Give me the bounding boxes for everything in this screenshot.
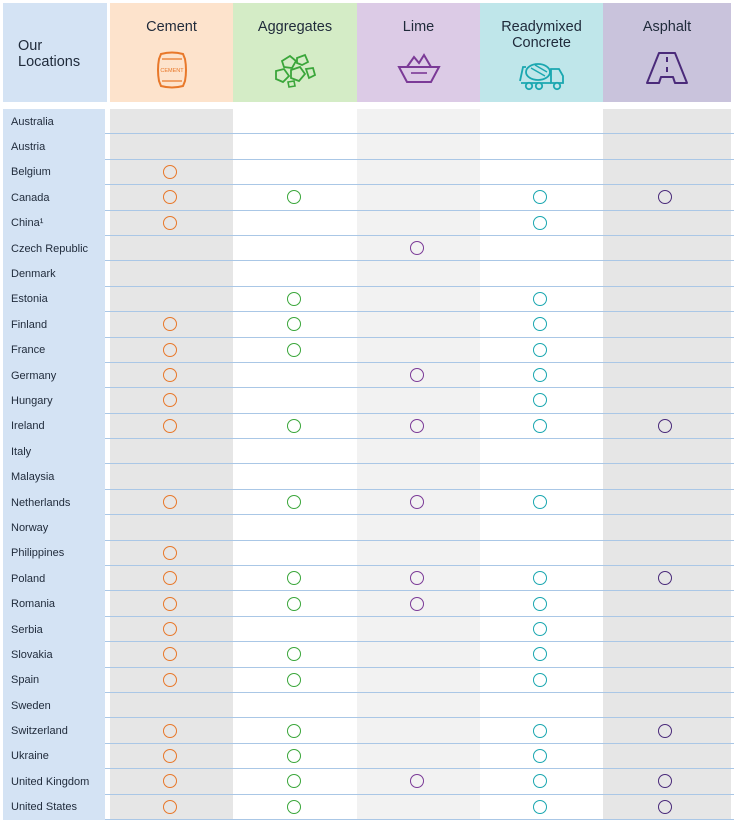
cement-presence-marker <box>163 495 177 509</box>
location-name: Ukraine <box>3 744 105 769</box>
table-row <box>3 363 734 388</box>
cell-readymixed <box>480 464 603 489</box>
cell-readymixed <box>480 541 603 566</box>
cell-aggregates <box>233 134 357 159</box>
column-header-readymixed <box>480 3 603 102</box>
cement-bag-icon <box>155 51 189 93</box>
readymixed-presence-marker <box>533 673 547 687</box>
column-header-cement <box>110 3 233 102</box>
location-name: Netherlands <box>3 490 105 515</box>
asphalt-road-icon <box>645 51 689 89</box>
lime-presence-marker <box>410 368 424 382</box>
cement-presence-marker <box>163 647 177 661</box>
table-row <box>3 134 734 159</box>
concrete-mixer-truck-icon <box>517 59 567 95</box>
location-name: France <box>3 338 105 363</box>
cell-lime <box>357 160 480 185</box>
readymixed-presence-marker <box>533 292 547 306</box>
cell-lime <box>357 134 480 159</box>
asphalt-presence-marker <box>658 419 672 433</box>
location-name: Ireland <box>3 414 105 439</box>
svg-text:CEMENT: CEMENT <box>159 68 184 74</box>
table-row <box>3 566 734 591</box>
cell-readymixed <box>480 134 603 159</box>
cell-cement <box>110 515 233 540</box>
cell-asphalt <box>603 211 731 236</box>
readymixed-presence-marker <box>533 647 547 661</box>
column-header-aggregates <box>233 3 357 102</box>
cell-lime <box>357 642 480 667</box>
cell-asphalt <box>603 134 731 159</box>
table-row <box>3 388 734 413</box>
cell-asphalt <box>603 236 731 261</box>
cell-lime <box>357 185 480 210</box>
cell-readymixed <box>480 236 603 261</box>
table-row <box>3 211 734 236</box>
cell-readymixed <box>480 261 603 286</box>
location-name: Italy <box>3 439 105 464</box>
cell-asphalt <box>603 160 731 185</box>
table-row <box>3 490 734 515</box>
readymixed-presence-marker <box>533 419 547 433</box>
table-row <box>3 617 734 642</box>
table-row <box>3 109 734 134</box>
location-name: China¹ <box>3 211 105 236</box>
location-name: Norway <box>3 515 105 540</box>
aggregates-presence-marker <box>287 749 301 763</box>
cell-readymixed <box>480 439 603 464</box>
cell-lime <box>357 338 480 363</box>
aggregates-presence-marker <box>287 724 301 738</box>
table-row <box>3 236 734 261</box>
aggregates-presence-marker <box>287 647 301 661</box>
readymixed-presence-marker <box>533 495 547 509</box>
cell-cement <box>110 287 233 312</box>
location-name: Germany <box>3 363 105 388</box>
cell-lime <box>357 439 480 464</box>
locations-table <box>3 109 734 820</box>
cell-asphalt <box>603 617 731 642</box>
readymixed-presence-marker <box>533 368 547 382</box>
lime-presence-marker <box>410 419 424 433</box>
location-name: Switzerland <box>3 718 105 743</box>
table-row <box>3 668 734 693</box>
cement-presence-marker <box>163 622 177 636</box>
cell-readymixed <box>480 109 603 134</box>
locations-label: Our Locations <box>18 38 81 70</box>
location-name: Poland <box>3 566 105 591</box>
asphalt-presence-marker <box>658 774 672 788</box>
cell-cement <box>110 236 233 261</box>
lime-presence-marker <box>410 774 424 788</box>
location-name: United Kingdom <box>3 769 105 794</box>
location-name: Austria <box>3 134 105 159</box>
cement-presence-marker <box>163 368 177 382</box>
readymixed-presence-marker <box>533 343 547 357</box>
cell-asphalt <box>603 109 731 134</box>
aggregates-presence-marker <box>287 343 301 357</box>
cement-presence-marker <box>163 571 177 585</box>
cell-cement <box>110 261 233 286</box>
cell-lime <box>357 617 480 642</box>
cell-asphalt <box>603 261 731 286</box>
cell-lime <box>357 541 480 566</box>
cell-aggregates <box>233 541 357 566</box>
location-name: Spain <box>3 668 105 693</box>
table-row <box>3 795 734 820</box>
cell-lime <box>357 287 480 312</box>
lime-presence-marker <box>410 571 424 585</box>
aggregates-presence-marker <box>287 292 301 306</box>
location-name: Sweden <box>3 693 105 718</box>
cement-presence-marker <box>163 749 177 763</box>
cell-aggregates <box>233 109 357 134</box>
readymixed-presence-marker <box>533 597 547 611</box>
location-name: Australia <box>3 109 105 134</box>
lime-presence-marker <box>410 597 424 611</box>
aggregates-presence-marker <box>287 317 301 331</box>
cell-aggregates <box>233 160 357 185</box>
cell-asphalt <box>603 363 731 388</box>
cell-cement <box>110 439 233 464</box>
aggregates-presence-marker <box>287 774 301 788</box>
cement-presence-marker <box>163 597 177 611</box>
table-row <box>3 718 734 743</box>
cement-presence-marker <box>163 673 177 687</box>
cell-aggregates <box>233 464 357 489</box>
aggregates-presence-marker <box>287 673 301 687</box>
cell-lime <box>357 109 480 134</box>
cell-aggregates <box>233 211 357 236</box>
table-row <box>3 591 734 616</box>
cell-asphalt <box>603 287 731 312</box>
location-name: Finland <box>3 312 105 337</box>
cell-aggregates <box>233 617 357 642</box>
lime-basket-icon <box>397 51 441 89</box>
readymixed-presence-marker <box>533 749 547 763</box>
cell-cement <box>110 134 233 159</box>
cement-presence-marker <box>163 419 177 433</box>
cell-aggregates <box>233 261 357 286</box>
cell-readymixed <box>480 515 603 540</box>
cell-lime <box>357 693 480 718</box>
table-row <box>3 338 734 363</box>
cell-aggregates <box>233 363 357 388</box>
readymixed-presence-marker <box>533 774 547 788</box>
cement-presence-marker <box>163 724 177 738</box>
cell-asphalt <box>603 338 731 363</box>
location-name: Serbia <box>3 617 105 642</box>
readymixed-presence-marker <box>533 190 547 204</box>
cell-asphalt <box>603 312 731 337</box>
cell-lime <box>357 668 480 693</box>
location-name: Philippines <box>3 541 105 566</box>
cement-presence-marker <box>163 546 177 560</box>
cell-asphalt <box>603 693 731 718</box>
cell-asphalt <box>603 591 731 616</box>
cell-lime <box>357 464 480 489</box>
table-row <box>3 185 734 210</box>
cell-aggregates <box>233 439 357 464</box>
aggregates-stones-icon <box>272 51 318 93</box>
cell-cement <box>110 693 233 718</box>
cell-readymixed <box>480 693 603 718</box>
readymixed-presence-marker <box>533 317 547 331</box>
cell-lime <box>357 718 480 743</box>
lime-presence-marker <box>410 241 424 255</box>
cell-asphalt <box>603 439 731 464</box>
location-name: Malaysia <box>3 464 105 489</box>
table-row <box>3 160 734 185</box>
cell-asphalt <box>603 668 731 693</box>
cell-aggregates <box>233 515 357 540</box>
table-row <box>3 541 734 566</box>
cell-asphalt <box>603 642 731 667</box>
table-row <box>3 261 734 286</box>
column-label-asphalt: Asphalt <box>642 19 692 35</box>
column-header-asphalt <box>603 3 731 102</box>
cement-presence-marker <box>163 190 177 204</box>
aggregates-presence-marker <box>287 419 301 433</box>
table-row <box>3 769 734 794</box>
cell-lime <box>357 211 480 236</box>
location-name: Czech Republic <box>3 236 105 261</box>
cell-cement <box>110 109 233 134</box>
location-name: Denmark <box>3 261 105 286</box>
location-name: Belgium <box>3 160 105 185</box>
cell-lime <box>357 744 480 769</box>
cell-lime <box>357 515 480 540</box>
cell-asphalt <box>603 744 731 769</box>
column-label-aggregates: Aggregates <box>257 19 333 35</box>
table-row <box>3 515 734 540</box>
cell-asphalt <box>603 515 731 540</box>
aggregates-presence-marker <box>287 571 301 585</box>
cell-asphalt <box>603 541 731 566</box>
location-name: United States <box>3 795 105 820</box>
cell-cement <box>110 464 233 489</box>
cell-asphalt <box>603 388 731 413</box>
readymixed-presence-marker <box>533 622 547 636</box>
cement-presence-marker <box>163 393 177 407</box>
location-name: Canada <box>3 185 105 210</box>
aggregates-presence-marker <box>287 190 301 204</box>
asphalt-presence-marker <box>658 800 672 814</box>
cement-presence-marker <box>163 800 177 814</box>
table-row <box>3 693 734 718</box>
cement-presence-marker <box>163 774 177 788</box>
location-name: Estonia <box>3 287 105 312</box>
asphalt-presence-marker <box>658 190 672 204</box>
table-row <box>3 312 734 337</box>
cell-lime <box>357 261 480 286</box>
asphalt-presence-marker <box>658 724 672 738</box>
lime-presence-marker <box>410 495 424 509</box>
readymixed-presence-marker <box>533 393 547 407</box>
readymixed-presence-marker <box>533 724 547 738</box>
row-divider <box>3 819 734 820</box>
location-name: Romania <box>3 591 105 616</box>
table-row <box>3 287 734 312</box>
cell-readymixed <box>480 160 603 185</box>
table-row <box>3 414 734 439</box>
cement-presence-marker <box>163 343 177 357</box>
readymixed-presence-marker <box>533 800 547 814</box>
table-row <box>3 439 734 464</box>
cement-presence-marker <box>163 165 177 179</box>
cement-presence-marker <box>163 216 177 230</box>
cell-aggregates <box>233 236 357 261</box>
table-row <box>3 642 734 667</box>
cell-asphalt <box>603 490 731 515</box>
cell-aggregates <box>233 388 357 413</box>
table-row <box>3 744 734 769</box>
cell-lime <box>357 312 480 337</box>
readymixed-presence-marker <box>533 216 547 230</box>
column-label-cement: Cement <box>146 19 197 35</box>
aggregates-presence-marker <box>287 495 301 509</box>
cell-aggregates <box>233 693 357 718</box>
aggregates-presence-marker <box>287 597 301 611</box>
location-name: Hungary <box>3 388 105 413</box>
cell-lime <box>357 388 480 413</box>
locations-header <box>3 3 107 102</box>
readymixed-presence-marker <box>533 571 547 585</box>
table-row <box>3 464 734 489</box>
cell-lime <box>357 795 480 820</box>
asphalt-presence-marker <box>658 571 672 585</box>
column-label-lime: Lime <box>402 19 435 35</box>
column-header-lime <box>357 3 480 102</box>
cell-asphalt <box>603 464 731 489</box>
cement-presence-marker <box>163 317 177 331</box>
column-label-readymixed: Readymixed Concrete <box>501 19 582 51</box>
location-name: Slovakia <box>3 642 105 667</box>
aggregates-presence-marker <box>287 800 301 814</box>
